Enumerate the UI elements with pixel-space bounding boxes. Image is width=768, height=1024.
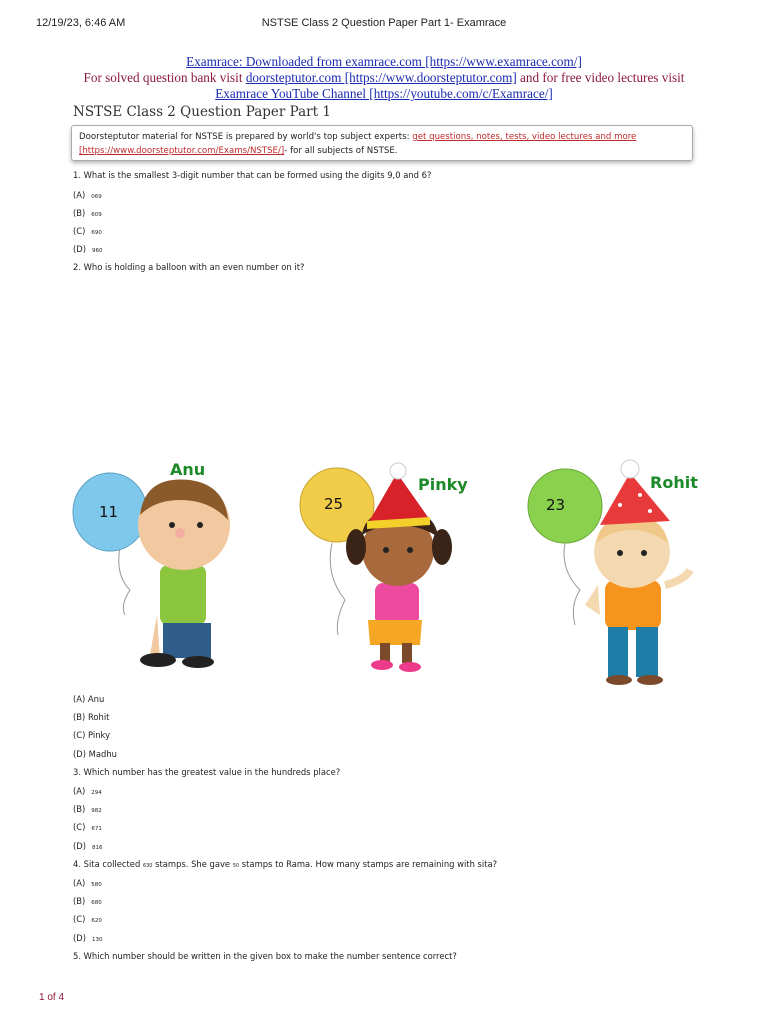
option-label: (B) [73,208,86,218]
banner-text-suffix: and for free video lectures visit [516,70,685,85]
q4-option-a[interactable] [73,878,102,888]
option-value: 671 [91,826,102,832]
option-label: (D) [73,244,86,254]
q4-text-part: 4. Sita collected [73,859,143,869]
youtube-channel-link[interactable]: Examrace YouTube Channel [https://youtube.com/c/Examrace/] [215,86,553,101]
option-value: 294 [91,790,102,796]
notice-prefix: Doorsteptutor material for NSTSE is prepared by world's top subject experts: [79,132,413,142]
source-banner [0,54,768,102]
q1-option-d[interactable] [73,244,102,254]
option-label: (C) [73,914,86,924]
q1-option-a[interactable] [73,190,102,200]
kids-with-balloons-illustration [60,455,720,695]
q2-option-d[interactable]: (D) Madhu [73,749,117,759]
q4-text-part: stamps to Rama. How many stamps are remaining with sita? [239,859,498,869]
print-header [36,17,732,31]
option-label: (B) [73,804,86,814]
option-label: (A) [73,786,86,796]
pinky-shirt [375,583,419,625]
question-2: 2. Who is holding a balloon with an even number on it? [73,262,305,272]
q2-option-b[interactable]: (B) Rohit [73,712,110,722]
q4-option-c[interactable] [73,914,102,924]
pinky-figure [300,463,452,672]
print-page-title: NSTSE Class 2 Question Paper Part 1- Examrace [261,17,507,29]
rohit-name-label: Rohit [650,473,698,492]
option-value: 690 [91,230,102,236]
q4-text-part: stamps. She gave [152,859,233,869]
option-value: 580 [91,882,102,888]
q1-option-b[interactable] [73,208,102,218]
rohit-balloon-number: 23 [546,496,566,514]
option-label: (D) [73,841,86,851]
anu-balloon-number: 11 [99,503,119,521]
page-title: NSTSE Class 2 Question Paper Part 1 [73,104,331,120]
option-value: 130 [91,937,103,943]
page-number: 1 of 4 [39,992,65,1003]
option-label: (C) [73,226,86,236]
question-4 [73,859,497,869]
option-label: (D) [73,933,86,943]
option-value: 609 [91,212,102,218]
banner-text-prefix: For solved question bank visit [83,70,246,85]
pinky-balloon-number: 25 [324,495,344,513]
option-label: (B) [73,896,86,906]
option-value: 982 [91,808,102,814]
option-value: 069 [91,194,102,200]
notice-url-link[interactable]: [https://www.doorsteptutor.com/Exams/NSTSE/] [79,146,285,156]
anu-shirt [160,565,206,625]
notice-suffix: - for all subjects of NSTSE. [284,146,398,156]
examrace-link[interactable]: Examrace: Downloaded from examrace.com [https://www.examrace.com/] [186,54,582,69]
q4-option-d[interactable] [73,933,102,943]
q3-option-a[interactable] [73,786,102,796]
option-value: 816 [91,845,103,851]
option-label: (C) [73,822,86,832]
question-1: 1. What is the smallest 3-digit number that can be formed using the digits 9,0 and 6? [73,170,432,180]
kids-illustration-svg [60,455,720,695]
option-value: 680 [91,900,102,906]
print-timestamp: 12/19/23, 6:46 AM [36,17,126,29]
rohit-figure [528,460,690,685]
anu-figure [73,473,230,668]
q4-number-collected: 630 [142,863,153,869]
q3-option-b[interactable] [73,804,102,814]
doorsteptutor-link[interactable]: doorsteptutor.com [https://www.doorsteptutor.com] [245,70,517,85]
q3-option-d[interactable] [73,841,102,851]
q2-option-a[interactable]: (A) Anu [73,694,105,704]
q2-option-c[interactable]: (C) Pinky [73,730,111,740]
q4-number-given: 50 [232,863,240,869]
pinky-name-label: Pinky [418,475,468,494]
question-3: 3. Which number has the greatest value in the hundreds place? [73,767,341,777]
option-value: 960 [91,248,103,254]
q1-option-c[interactable] [73,226,102,236]
notice-box [71,125,693,161]
anu-name-label: Anu [170,460,206,479]
question-5: 5. Which number should be written in the given box to make the number sentence correct? [73,951,457,961]
option-value: 620 [91,918,102,924]
option-label: (A) [73,190,86,200]
notice-link[interactable]: get questions, notes, tests, video lectures and more [412,132,637,142]
q3-option-c[interactable] [73,822,102,832]
q4-option-b[interactable] [73,896,102,906]
option-label: (A) [73,878,86,888]
